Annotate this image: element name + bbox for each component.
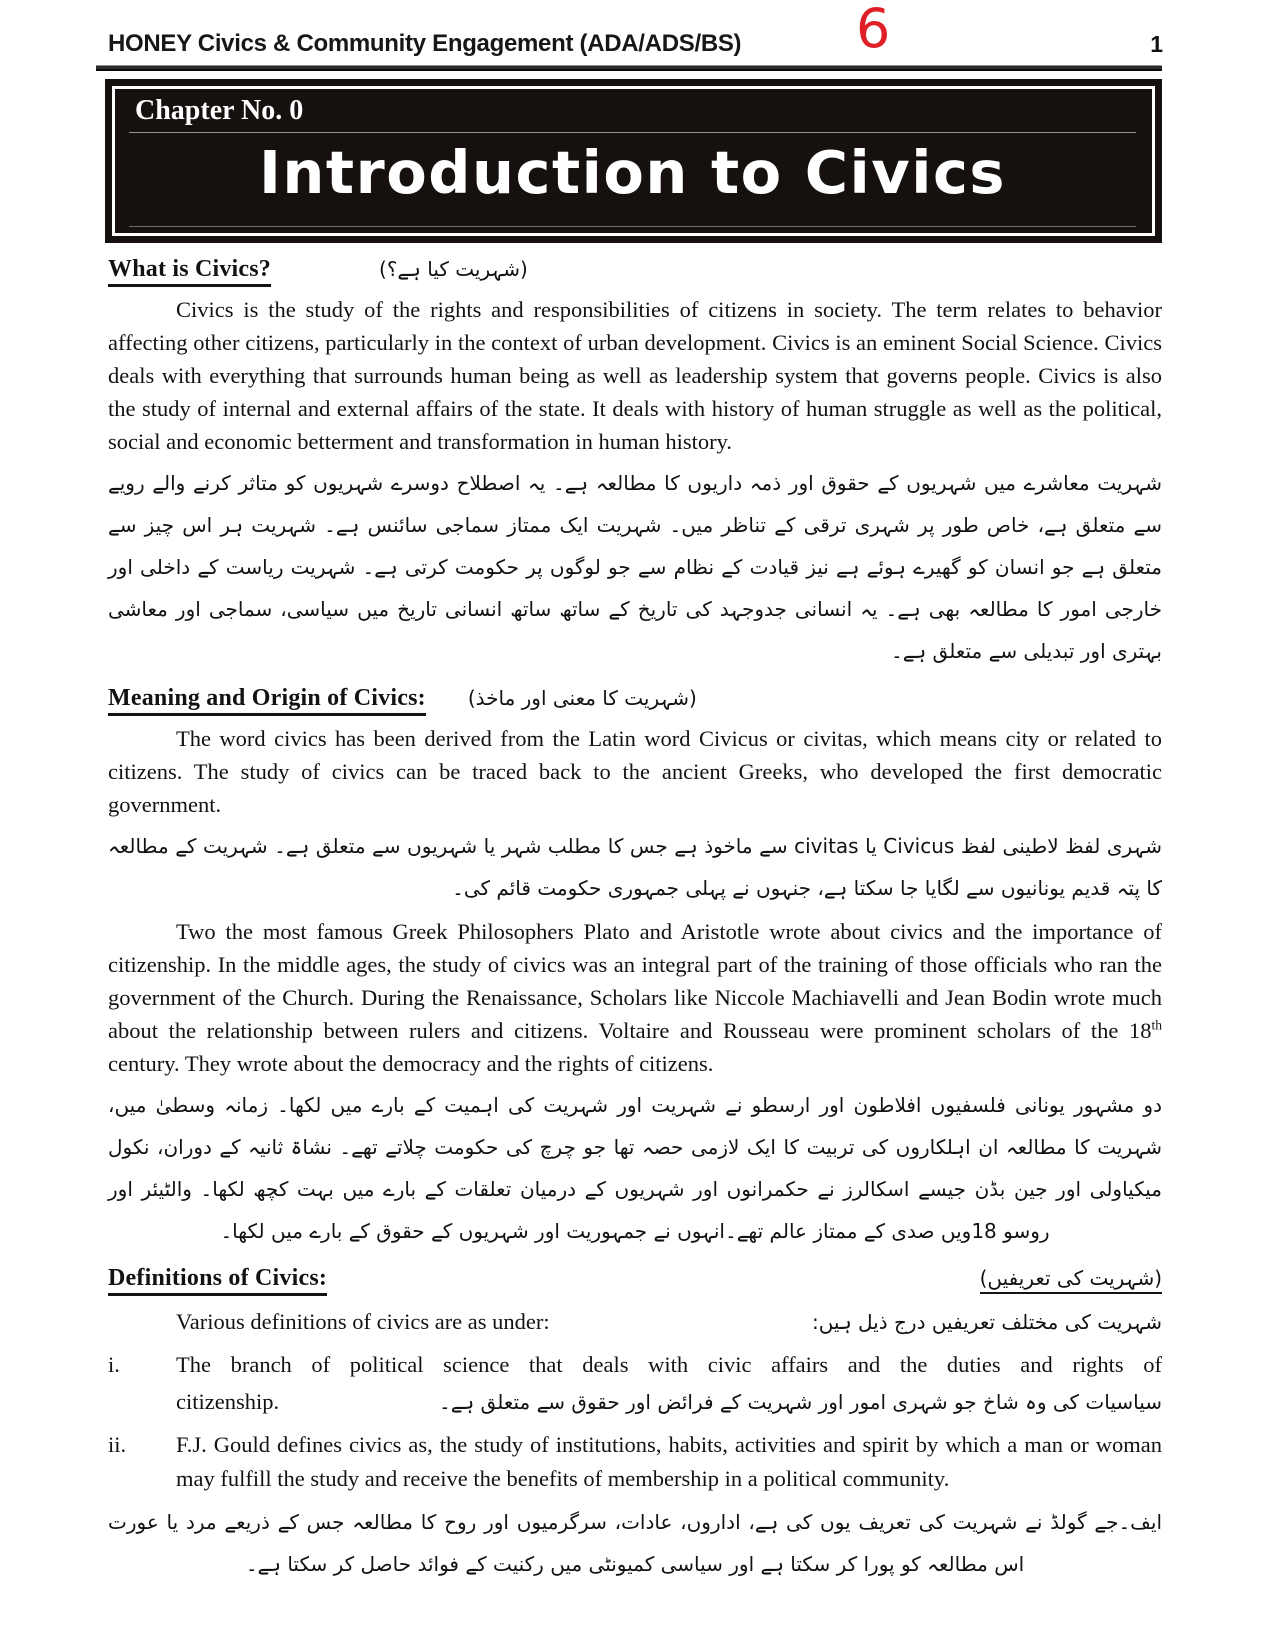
definition-item-2-en: F.J. Gould defines civics as, the study of institutions, habits, activities and spirit by which a man or woman may fulfill the study and receive the benefits of membership in a political community. (176, 1432, 1162, 1491)
heading-meaning-origin: Meaning and Origin of Civics: (108, 685, 426, 716)
list-marker-ii: ii. (108, 1432, 127, 1457)
paragraph-latin-origin-en: The word civics has been derived from the Latin word Civicus or civitas, which means city or related to citizens. The study of civics can be traced back to the ancient Greeks, who developed the first democratic government. (108, 726, 1162, 817)
list-marker-i: i. (108, 1352, 120, 1377)
heading-definitions-urdu: (شہریت کی تعریفیں) (980, 1266, 1162, 1294)
paragraph-philosophers-ur: دو مشہور یونانی فلسفیوں افلاطون اور ارسطو نے شہریت اور شہریت کی اہمیت کے بارے میں لکھا۔ زمانہ وسطیٰ میں، شہریت کا مطالعہ ان اہلکاروں کی تربیت کا ایک لازمی حصہ تھا جو چرچ کی حکومت چلاتے تھے۔ نشاۃ ثانیہ کے دوران، نکول میکیاولی اور جین بڈن جیسے اسکالرز نے حکمرانوں اور شہریوں کے درمیان تعلقات کے بارے میں بہت کچھ لکھا۔ والٹیئر اور روسو 18ویں صدی کے ممتاز عالم تھے۔انہوں نے جمہوریت اور شہریوں کے حقوق کے بارے میں لکھا۔ (108, 1093, 1162, 1243)
page-body (108, 256, 1162, 1585)
heading-what-is-civics-urdu: (شہریت کیا ہے؟) (379, 257, 528, 281)
heading-meaning-origin-urdu: (شہریت کا معنی اور ماخذ) (467, 686, 697, 710)
philosophers-text-after-sup: century. They wrote about the democracy and the rights of citizens. (108, 1051, 714, 1076)
banner-foot-line (129, 223, 1136, 227)
definitions-intro-en: Various definitions of civics are as under: (176, 1309, 550, 1334)
chapter-banner (105, 79, 1162, 243)
definition-item-2-body (176, 1428, 1162, 1496)
paragraph-philosophers-en (108, 915, 1162, 1080)
book-title: HONEY Civics & Community Engagement (ADA/ADS/BS) (108, 30, 742, 57)
definitions-intro-ur: شہریت کی مختلف تعریفیں درج ذیل ہیں: (811, 1310, 1162, 1334)
page-header (108, 0, 1163, 58)
definition-item-1-line2-en: citizenship. (176, 1389, 280, 1414)
definitions-intro-row (108, 1302, 1162, 1342)
definition-item-1-line2 (176, 1381, 1162, 1423)
section-heading-definitions (108, 1265, 1162, 1296)
definition-item-2 (108, 1428, 1162, 1496)
section-heading-meaning-origin (108, 685, 1162, 716)
paragraph-civics-definition-en: Civics is the study of the rights and responsibilities of citizens in society. The term relates to behavior affecting other citizens, particularly in the context of urban development. Civics is an eminent Social Science. Civics deals with everything that surrounds human being as well as leadership system that governs people. Civics is also the study of internal and external affairs of the state. It deals with history of human struggle as well as the political, social and economic betterment and transformation in human history. (108, 297, 1162, 454)
section-heading-what-is-civics (108, 256, 1162, 287)
definition-item-2-urdu: ایف۔جے گولڈ نے شہریت کی تعریف یوں کی ہے، اداروں، عادات، سرگرمیوں اور روح کا مطالعہ جس کے ذریعے مرد یا عورت اس مطالعہ کو پورا کر سکتا ہے اور سیاسی کمیونٹی میں رکنیت کے فوائد حاصل کر سکتا ہے۔ (108, 1510, 1162, 1576)
chapter-title: Introduction to Civics (258, 138, 1007, 207)
philosophers-text-before-sup: Two the most famous Greek Philosophers Plato and Aristotle wrote about civics and the importance of citizenship. In the middle ages, the study of civics was an integral part of the training of those officials who ran the government of the Church. During the Renaissance, Scholars like Niccole Machiavelli and Jean Bodin wrote much about the relationship between rulers and citizens. Voltaire and Rousseau were prominent scholars of the 18 (108, 919, 1162, 1043)
definition-item-1-line1: The branch of political science that deals with civic affairs and the duties and rights of (176, 1352, 1162, 1377)
heading-what-is-civics: What is Civics? (108, 256, 271, 287)
ordinal-superscript: th (1151, 1017, 1162, 1033)
definition-item-1-urdu: سیاسیات کی وہ شاخ جو شہری امور اور شہریت کے فرائض اور حقوق سے متعلق ہے۔ (439, 1390, 1162, 1414)
heading-definitions: Definitions of Civics: (108, 1265, 327, 1296)
paragraph-latin-origin-ur: شہری لفظ لاطینی لفظ Civicus یا civitas سے ماخوذ ہے جس کا مطلب شہر یا شہریوں سے متعلق ہے۔ شہریت کے مطالعہ کا پتہ قدیم یونانیوں سے لگایا جا سکتا ہے، جنہوں نے پہلی جمہوری حکومت قائم کی۔ (108, 834, 1162, 900)
header-divider (96, 65, 1162, 71)
definition-item-1-body (176, 1348, 1162, 1423)
chapter-banner-frame (112, 86, 1155, 236)
handwritten-red-number: 6 (856, 0, 891, 60)
chapter-number-label: Chapter No. 0 (129, 93, 1136, 133)
paragraph-civics-definition-ur: شہریت معاشرے میں شہریوں کے حقوق اور ذمہ داریوں کا مطالعہ ہے۔ یہ اصطلاح دوسرے شہریوں کو متاثر کرنے والے رویے سے متعلق ہے، خاص طور پر شہری ترقی کے تناظر میں۔ شہریت ایک ممتاز سماجی سائنس ہے۔ شہریت ہر اس چیز سے متعلق ہے جو انسان کو گھیرے ہوئے ہے نیز قیادت کے نظام سے جو لوگوں پر حکومت کرتی ہے۔ شہریت ریاست کے داخلی اور خارجی امور کا مطالعہ بھی ہے۔ یہ انسانی جدوجہد کی تاریخ کے ساتھ ساتھ انسانی تاریخ میں سیاسی، سماجی اور معاشی بہتری اور تبدیلی سے متعلق ہے۔ (108, 471, 1162, 663)
page-number: 1 (1150, 31, 1163, 57)
definition-item-1 (108, 1348, 1162, 1423)
